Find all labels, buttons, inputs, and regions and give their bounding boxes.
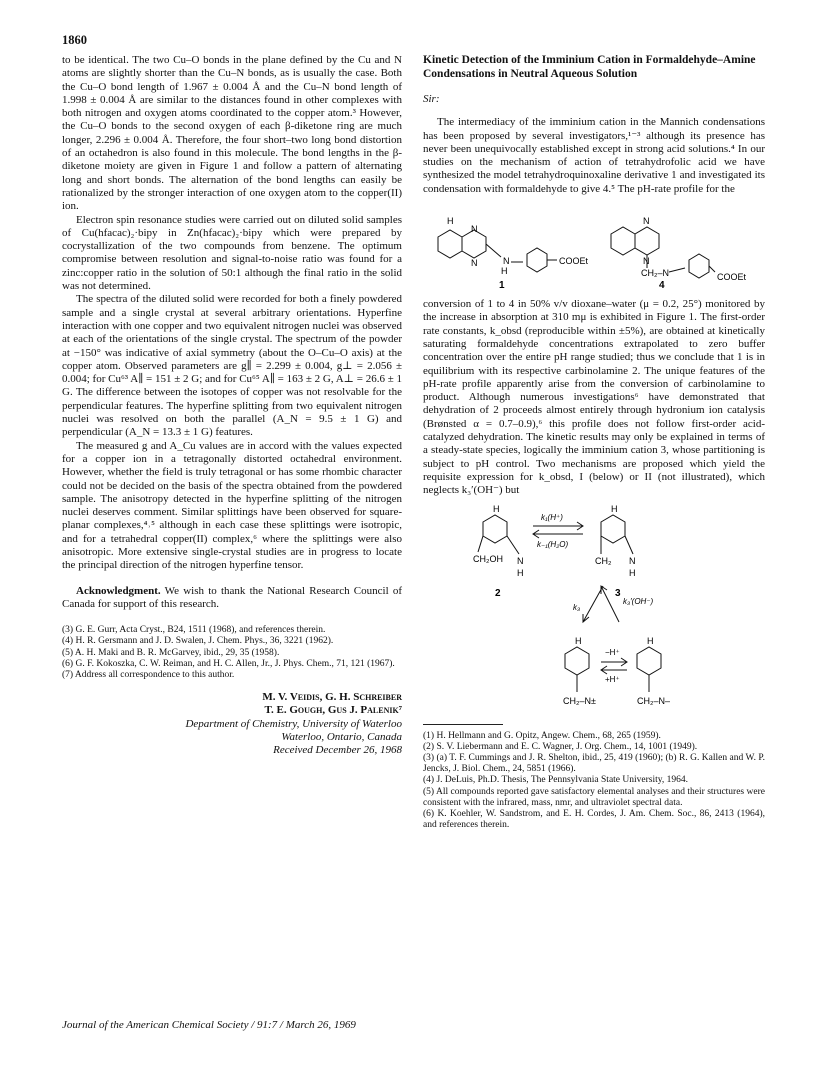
atom-label: CH₂OH	[473, 553, 503, 564]
compound-number-1: 1	[499, 280, 505, 292]
article-title: Kinetic Detection of the Imminium Cation in Formaldehyde–Amine Condensations in Neutral Aqueous Solution	[423, 54, 756, 80]
atom-label: N	[471, 258, 478, 269]
reference: (6) G. F. Kokoszka, C. W. Reiman, and H. C. Allen, Jr., J. Phys. Chem., 71, 121 (1967).	[62, 658, 395, 669]
received-date: Received December 26, 1968	[273, 744, 402, 757]
reference: (6) K. Koehler, W. Sandstrom, and E. H. Cordes, J. Am. Chem. Soc., 86, 2413 (1964), and references therein.	[423, 808, 765, 831]
atom-label: CH₂–N±	[563, 695, 596, 706]
reference: (7) Address all correspondence to this author.	[62, 669, 235, 680]
reference: (5) A. H. Maki and B. R. McGarvey, ibid., 29, 35 (1958).	[62, 647, 280, 658]
compound-number-4: 4	[659, 280, 665, 292]
atom-label: CH₂–N	[641, 268, 669, 279]
proton-loss-label: −H⁺	[605, 647, 620, 657]
body-paragraph: The intermediacy of the imminium cation in the Mannich condensations has been proposed by several investigators,¹⁻³ although its presence has never been unequivocally established except in strong acid solutions.⁴ In our studies on the mechanism of action of tetrahydrofolic acid we have synthesized the model tetrahydroquinoxaline derivative 1 and investigated its condensation with formaldehyde to give 4.⁵ The pH-rate profile for the	[423, 116, 765, 195]
left-column	[62, 54, 402, 758]
references-right	[423, 731, 765, 832]
journal-footer: Journal of the American Chemical Society / 91:7 / March 26, 1969	[62, 1019, 356, 1031]
reference: (2) S. V. Liebermann and E. C. Wagner, J. Org. Chem., 14, 1001 (1949).	[423, 741, 698, 752]
reference: (3) (a) T. F. Cummings and J. R. Shelton, ibid., 25, 419 (1960); (b) R. G. Kallen and W. P. Jencks, J. Biol. Chem., 24, 5851 (1966).	[423, 752, 765, 775]
atom-label: H	[647, 635, 654, 646]
cooet-label: COOEt	[559, 256, 589, 267]
rate-label-km1: k₋₁(H₂O)	[537, 539, 569, 549]
atom-label: H	[517, 567, 524, 578]
reference-divider	[423, 724, 503, 725]
rate-label-k3p: k₃′(OH⁻)	[623, 596, 654, 606]
page-number: 1860	[62, 33, 87, 47]
body-paragraph: to be identical. The two Cu–O bonds in the plane defined by the Cu and N atoms are slightly shorter than the Cu–N bonds, as is usually the case. Both the Cu–O bond length of 1.967 ± 0.004 Å and the Cu–N bond length of 1.998 ± 0.004 Å are similar to the distances found in other complexes with both nitrogen and oxygen atoms coordinated to the copper atom.³ However, the Cu–O bonds to the second oxygen of each β-diketone ring are much longer, 2.296 ± 0.004 Å. Therefore, the four short–two long bond distortion of an octahedron is also found in this molecule. The bond lengths in the β-diketone moiety are given in Figure 1 and follow a pattern of alternating long and short bonds. The alternation of the bond lengths can easily be rationalized by the stronger interaction of one oxygen atom to the copper(II) ion.	[62, 54, 402, 213]
affiliation: Department of Chemistry, University of Waterloo	[185, 717, 402, 730]
reference: (4) H. R. Gersmann and J. D. Swalen, J. Chem. Phys., 36, 3221 (1962).	[62, 636, 334, 647]
atom-label: H	[493, 503, 500, 514]
atom-label: H	[447, 216, 454, 227]
atom-label: N	[643, 256, 650, 267]
atom-label: N	[503, 256, 510, 267]
reference: (3) G. E. Gurr, Acta Cryst., B24, 1511 (1968), and references therein.	[62, 625, 326, 636]
rate-label-k1: k₁(H⁺)	[541, 512, 563, 522]
author-block	[62, 691, 402, 757]
atom-label: N	[643, 216, 650, 227]
compound-number-2: 2	[495, 587, 501, 599]
mechanism-scheme	[423, 504, 765, 716]
body-paragraph: The measured g and A_Cu values are in accord with the values expected for a copper ion in a tetragonally distorted octahedral environment. However, whether the field is truly tetragonal or has some rhombic character could not be decided on the basis of the spectra obtained from the powdered sample. The anisotropy detected in the hyperfine splitting of the nitrogen nuclei deserves comment. Similar splittings have been observed for square-planar complexes,⁴˒⁵ although in each case these splittings were isotropic, and for a tetrahedral copper(II) complex,⁶ where the splittings were also anisotropic. More extensive single-crystal studies are in progress to locate the principal direction of the nitrogen hyperfine tensor.	[62, 439, 402, 572]
atom-label: N	[471, 224, 478, 235]
rate-label-k3: k₃	[573, 602, 581, 612]
cooet-label: COOEt	[717, 272, 747, 283]
atom-label: H	[629, 567, 636, 578]
body-paragraph: Electron spin resonance studies were carried out on diluted solid samples of Cu(hfacac)₂·bipy in Zn(hfacac)₂·bipy which were prepared by cocrystallization of the two compounds from benzene. The optimum compromise between resolution and signal-to-noise ratio was found for a zinc:copper ratio in the solution of 50:1 although the final ratio in the solid was not determined.	[62, 213, 402, 293]
reference: (5) All compounds reported gave satisfactory elemental analyses and their structures were consistent with the infrared, mass, nmr, and ultraviolet spectral data.	[423, 786, 765, 808]
references-left	[62, 625, 402, 681]
salutation: Sir:	[423, 93, 440, 105]
acknowledgment-heading: Acknowledgment.	[76, 584, 161, 597]
authors-line: T. E. Gough, Gus J. Palenik⁷	[264, 704, 402, 717]
atom-label: CH₂–N–	[637, 695, 671, 706]
authors-line: M. V. Veidis, G. H. Schreiber	[262, 691, 402, 704]
proton-gain-label: +H⁺	[605, 674, 620, 684]
acknowledgment	[62, 585, 402, 612]
reference: (1) H. Hellmann and G. Opitz, Angew. Chem., 68, 265 (1959).	[423, 730, 661, 741]
atom-label: H	[611, 503, 618, 514]
affiliation: Waterloo, Ontario, Canada	[281, 731, 402, 744]
right-column	[423, 54, 765, 831]
body-paragraph: The spectra of the diluted solid were recorded for both a finely powdered sample and a single crystal at several arbitrary orientations. Hyperfine interaction with one copper and two equivalent nitrogen nuclei was observed at each of the orientations of the single crystal. The spectrum of the powder at −150° was indicative of axial symmetry (about the O–Cu–O axis) at the copper atom. Observed parameters are g∥ = 2.299 ± 0.004, g⊥ = 2.056 ± 0.004; for Cu⁶³ A∥ = 151 ± 2 G; and for Cu⁶⁵ A∥ = 163 ± 2 G, A⊥ = 26.6 ± 1 G. The difference between the isotopes of copper was not resolvable for the perpendicular features. The hyperfine splitting from two equivalent nitrogen nuclei was resolved on both the parallel (A_N = 9.5 ± 1 G) and perpendicular (A_N = 13.3 ± 1 G) features.	[62, 293, 403, 439]
structures-1-and-4	[423, 202, 765, 292]
atom-label: CH₂	[595, 555, 612, 566]
atom-label: H	[575, 635, 582, 646]
acknowledgment-text: We wish to thank the National Research Council of Canada for support of this research.	[62, 584, 402, 610]
atom-label: N	[629, 555, 636, 566]
compound-number-3: 3	[615, 587, 621, 599]
atom-label: N	[517, 555, 524, 566]
reference: (4) J. DeLuis, Ph.D. Thesis, The Pennsylvania State University, 1964.	[423, 775, 689, 786]
atom-label: H	[501, 266, 508, 277]
body-paragraph: conversion of 1 to 4 in 50% v/v dioxane–water (μ = 0.2, 25°) monitored by the increase in absorption at 310 mμ is exhibited in Figure 1. The first-order rate constants, k_obsd (reproducible within ±5%), are obtained at kinetically saturating formaldehyde concentrations extrapolated to zero buffer concentration over the entire pH range studied; thus we conclude that 1 is in equilibrium with its respective carbinolamine 2. The unique features of the pH-rate profile apparently arise from the conversion of carbinolamine to product. Although numerous investigations⁶ have demonstrated that dehydration of 2 proceeds almost entirely through hydronium ion catalysis (Brønsted α = 0.7–0.9),⁶ this profile does not follow first-order acid-catalyzed dehydration. The kinetic results may only be explained in terms of a steady-state species, logically the imminium cation 3, whose partitioning is subject to pH control. Two mechanisms are proposed which yield the requisite expression for k_obsd, I (below) or II (not illustrated), which neglects k₃′(OH⁻) but	[423, 298, 765, 497]
